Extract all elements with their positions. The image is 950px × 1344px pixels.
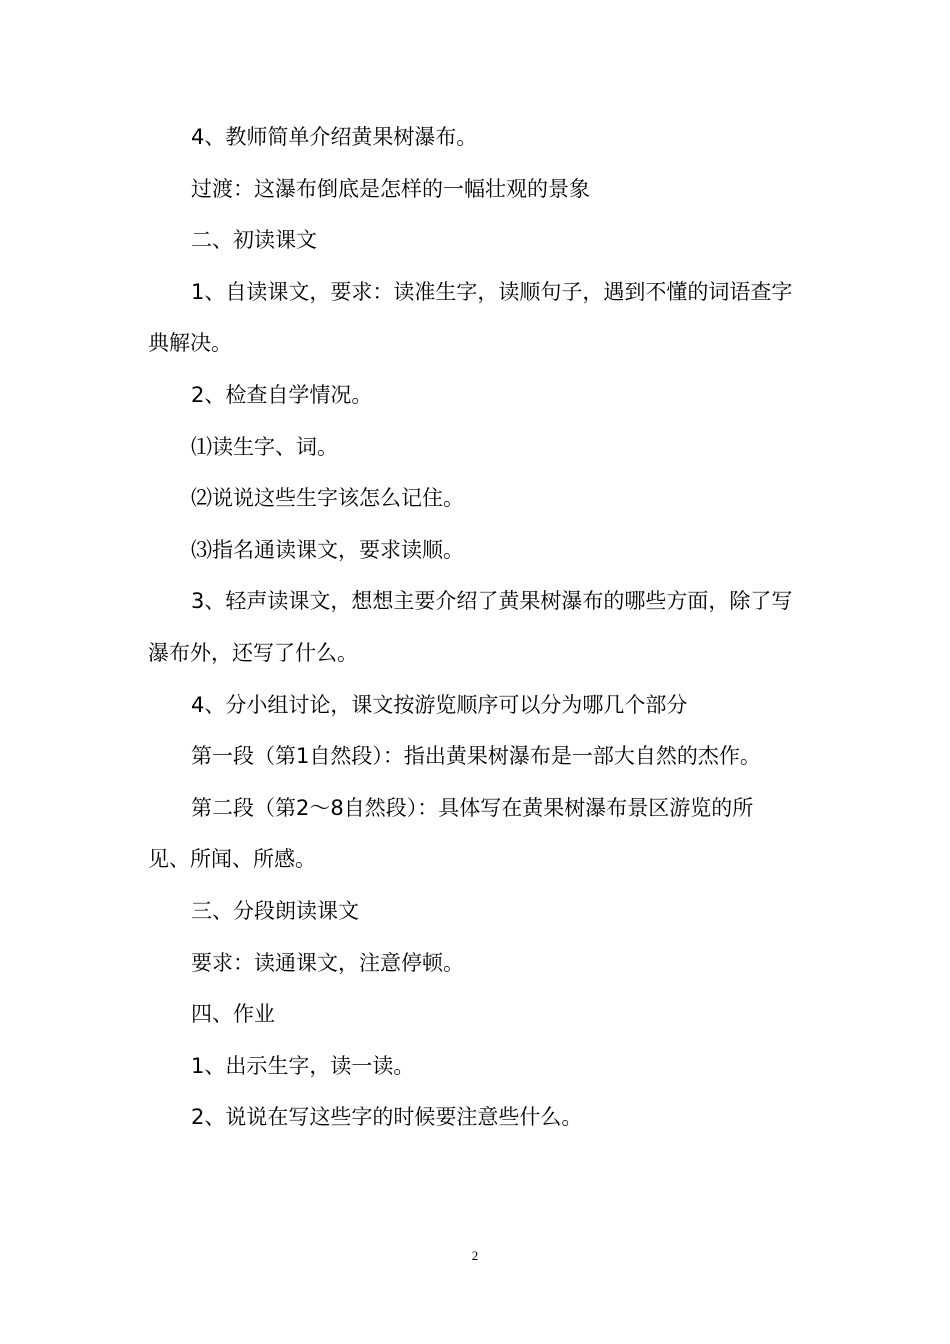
paragraph: 过渡：这瀑布倒底是怎样的一幅壮观的景象 bbox=[191, 176, 590, 201]
page-number: 2 bbox=[471, 1248, 479, 1263]
paragraph: 1、自读课文，要求：读准生字，读顺句子，遇到不懂的词语查字典解决。 bbox=[148, 279, 793, 356]
paragraph: 要求：读通课文，注意停顿。 bbox=[191, 950, 464, 975]
document-body bbox=[148, 112, 793, 1144]
paragraph: ⑴读生字、词。 bbox=[191, 434, 338, 459]
paragraph: 2、说说在写这些字的时候要注意些什么。 bbox=[191, 1105, 583, 1130]
paragraph: 4、分小组讨论，课文按游览顺序可以分为哪几个部分 bbox=[191, 692, 688, 717]
section-heading: 二、初读课文 bbox=[191, 228, 317, 253]
paragraph: 第二段（第2～8自然段）：具体写在黄果树瀑布景区游览的所见、所闻、所感。 bbox=[148, 795, 754, 872]
paragraph: 第一段（第1自然段）：指出黄果树瀑布是一部大自然的杰作。 bbox=[191, 744, 761, 769]
paragraph: ⑶指名通读课文，要求读顺。 bbox=[191, 537, 464, 562]
paragraph: 3、轻声读课文，想想主要介绍了黄果树瀑布的哪些方面，除了写瀑布外，还写了什么。 bbox=[148, 589, 793, 665]
paragraph: ⑵说说这些生字该怎么记住。 bbox=[191, 486, 464, 511]
paragraph: 1、出示生字，读一读。 bbox=[191, 1053, 415, 1078]
section-heading: 四、作业 bbox=[191, 1002, 275, 1027]
paragraph: 2、检查自学情况。 bbox=[191, 382, 373, 407]
section-heading: 三、分段朗读课文 bbox=[191, 898, 359, 923]
paragraph: 4、教师简单介绍黄果树瀑布。 bbox=[191, 125, 478, 149]
